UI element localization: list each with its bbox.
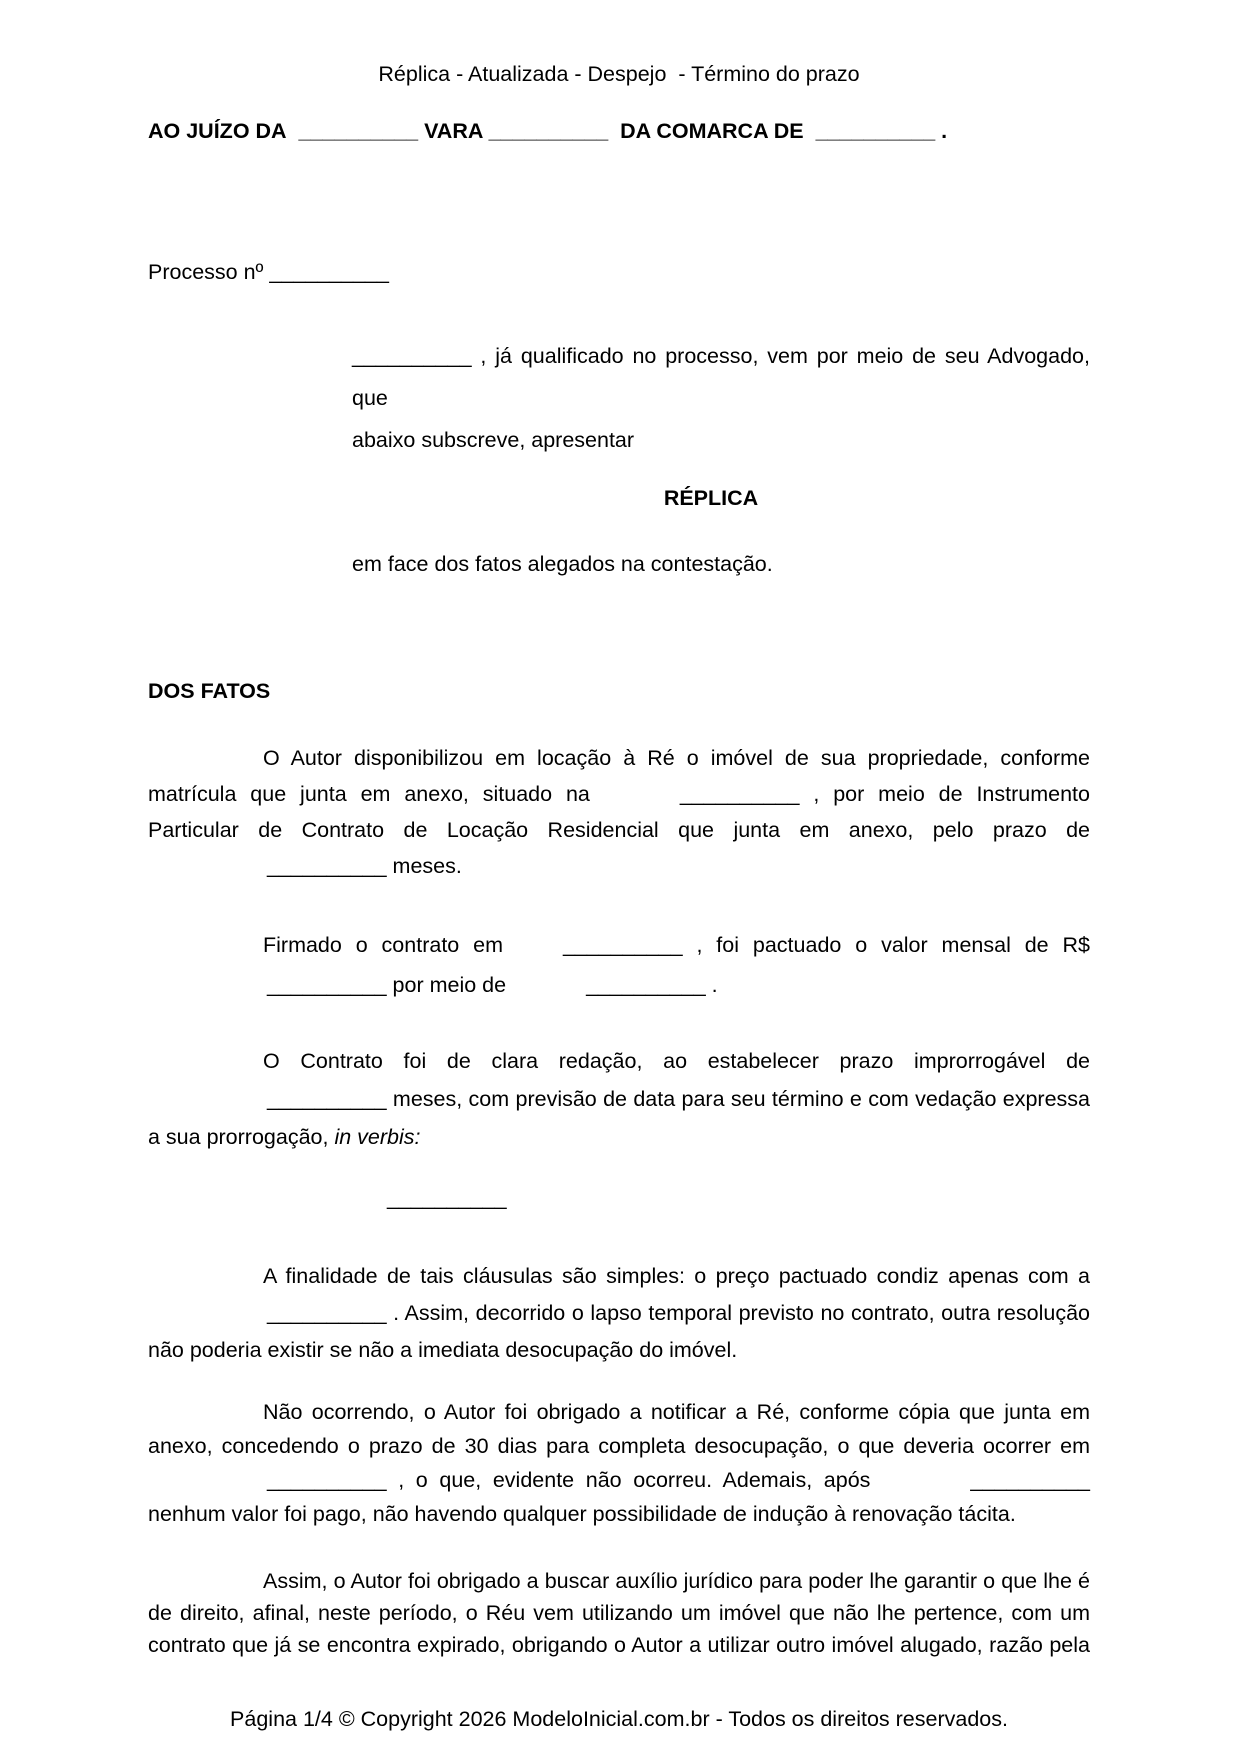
blank-field: __________ bbox=[586, 973, 706, 997]
text-line bbox=[148, 1629, 1090, 1661]
text-run: abaixo subscreve, apresentar bbox=[352, 428, 635, 452]
text-run: . bbox=[705, 973, 718, 997]
blank-field: __________ bbox=[269, 260, 389, 284]
blank-field: __________ bbox=[815, 119, 936, 143]
page-footer: Página 1/4 © Copyright 2026 ModeloInicial.com.br - Todos os direitos reservados. bbox=[230, 1707, 1008, 1731]
text-run: O Contrato foi de clara redação, ao estabelecer prazo improrrogável de bbox=[263, 1049, 1090, 1073]
paragraph-dosfatos bbox=[148, 675, 1090, 708]
paragraph-loneblank bbox=[148, 1182, 1090, 1215]
text-run: , já qualificado no processo, vem por meio de seu Advogado, que bbox=[352, 344, 1090, 410]
blank-field: __________ bbox=[679, 782, 800, 806]
text-run: . Assim, decorrido o lapso temporal previsto no contrato, outra resolução bbox=[386, 1301, 1090, 1325]
text-line bbox=[148, 776, 1090, 812]
text-line bbox=[148, 1332, 1090, 1369]
text-line bbox=[148, 1497, 1090, 1531]
text-run: não poderia existir se não a imediata desocupação do imóvel. bbox=[148, 1338, 738, 1362]
text-run: em face dos fatos alegados na contestação. bbox=[352, 552, 773, 576]
paragraphs bbox=[148, 115, 1090, 1661]
text-run: anexo, concedendo o prazo de 30 dias para completa desocupação, o que deveria ocorrer em bbox=[148, 1434, 1090, 1458]
text-line bbox=[148, 1295, 1090, 1332]
blank-field: __________ bbox=[267, 1087, 387, 1111]
paragraph-autor bbox=[148, 740, 1090, 884]
paragraph-qualificado bbox=[352, 335, 1090, 461]
text-run: Particular de Contrato de Locação Residencial que junta em anexo, pelo prazo de bbox=[148, 818, 1090, 842]
blank-field: __________ bbox=[563, 933, 683, 957]
text-run: matrícula que junta em anexo, situado na bbox=[148, 782, 590, 806]
paragraph-emface bbox=[352, 548, 1090, 581]
document-title: Réplica - Atualizada - Despejo - Término do prazo bbox=[378, 62, 860, 86]
paragraph-contrato bbox=[148, 1042, 1090, 1156]
text-line bbox=[148, 1080, 1090, 1118]
text-run: VARA bbox=[418, 119, 489, 143]
paragraph-firmado bbox=[148, 925, 1090, 1005]
gap-spacer bbox=[506, 991, 586, 992]
gap-spacer bbox=[503, 951, 563, 952]
text-line bbox=[148, 965, 1090, 1005]
text-line bbox=[148, 1565, 1090, 1597]
text-run: meses. bbox=[386, 854, 462, 878]
text-line bbox=[148, 925, 1090, 965]
text-line bbox=[148, 675, 1090, 708]
text-run: in verbis: bbox=[334, 1125, 421, 1149]
text-run: Não ocorrendo, o Autor foi obrigado a notificar a Ré, conforme cópia que junta em bbox=[263, 1400, 1090, 1424]
text-run: . bbox=[935, 119, 948, 143]
text-run: contrato que já se encontra expirado, obrigando o Autor a utilizar outro imóvel alugado, razão pela bbox=[148, 1633, 1090, 1657]
paragraph-assim bbox=[148, 1565, 1090, 1661]
blank-field: __________ bbox=[267, 854, 387, 878]
text-run: Firmado o contrato em bbox=[263, 933, 503, 957]
text-run: O Autor disponibilizou em locação à Ré o imóvel de sua propriedade, conforme bbox=[263, 746, 1090, 770]
paragraph-nao bbox=[148, 1395, 1090, 1531]
text-line bbox=[352, 335, 1090, 419]
paragraph-court bbox=[148, 115, 1090, 148]
text-run: RÉPLICA bbox=[663, 486, 759, 510]
text-line bbox=[148, 1597, 1090, 1629]
text-run: Assim, o Autor foi obrigado a buscar auxílio jurídico para poder lhe garantir o que lhe é bbox=[263, 1569, 1090, 1593]
text-run: Processo nº bbox=[148, 260, 270, 284]
blank-field: __________ bbox=[488, 119, 609, 143]
text-run: , o que, evidente não ocorreu. Ademais, após bbox=[386, 1468, 871, 1492]
blank-field: __________ bbox=[298, 119, 419, 143]
gap-spacer bbox=[590, 800, 680, 801]
paragraph-replica bbox=[148, 482, 1090, 515]
text-line bbox=[387, 1182, 1090, 1215]
text-run: de direito, afinal, neste período, o Réu vem utilizando um imóvel que não lhe pertence, com um bbox=[148, 1601, 1090, 1625]
text-run: meses, com previsão de data para seu término e com vedação expressa bbox=[386, 1087, 1090, 1111]
text-run: A finalidade de tais cláusulas são simples: o preço pactuado condiz apenas com a bbox=[263, 1264, 1090, 1288]
blank-field: __________ bbox=[267, 973, 387, 997]
text-line bbox=[352, 419, 1090, 461]
text-line bbox=[148, 812, 1090, 848]
text-line bbox=[148, 740, 1090, 776]
text-line bbox=[148, 115, 1090, 148]
blank-field: __________ bbox=[387, 1186, 507, 1210]
text-line bbox=[148, 1463, 1090, 1497]
text-run: AO JUÍZO DA bbox=[148, 119, 299, 143]
blank-field: __________ bbox=[352, 344, 472, 368]
text-run: , por meio de Instrumento bbox=[799, 782, 1090, 806]
text-run: DA COMARCA DE bbox=[608, 119, 816, 143]
text-line bbox=[148, 1118, 1090, 1156]
text-line bbox=[148, 1429, 1090, 1463]
text-line bbox=[148, 1395, 1090, 1429]
text-line bbox=[352, 548, 1090, 581]
text-run: nenhum valor foi pago, não havendo qualquer possibilidade de indução à renovação tácita. bbox=[148, 1502, 1016, 1526]
text-line bbox=[148, 1042, 1090, 1080]
text-line bbox=[332, 482, 1090, 515]
text-line bbox=[148, 256, 1090, 289]
paragraph-processo bbox=[148, 256, 1090, 289]
gap-spacer bbox=[870, 1486, 970, 1487]
paragraph-finalidade bbox=[148, 1258, 1090, 1369]
text-line bbox=[148, 1258, 1090, 1295]
blank-field: __________ bbox=[970, 1468, 1090, 1492]
blank-field: __________ bbox=[267, 1301, 387, 1325]
text-line bbox=[148, 848, 1090, 884]
text-run: por meio de bbox=[386, 973, 507, 997]
text-run: a sua prorrogação, bbox=[148, 1125, 335, 1149]
text-run: , foi pactuado o valor mensal de R$ bbox=[682, 933, 1091, 957]
blank-field: __________ bbox=[267, 1468, 387, 1492]
text-run: DOS FATOS bbox=[148, 679, 271, 703]
